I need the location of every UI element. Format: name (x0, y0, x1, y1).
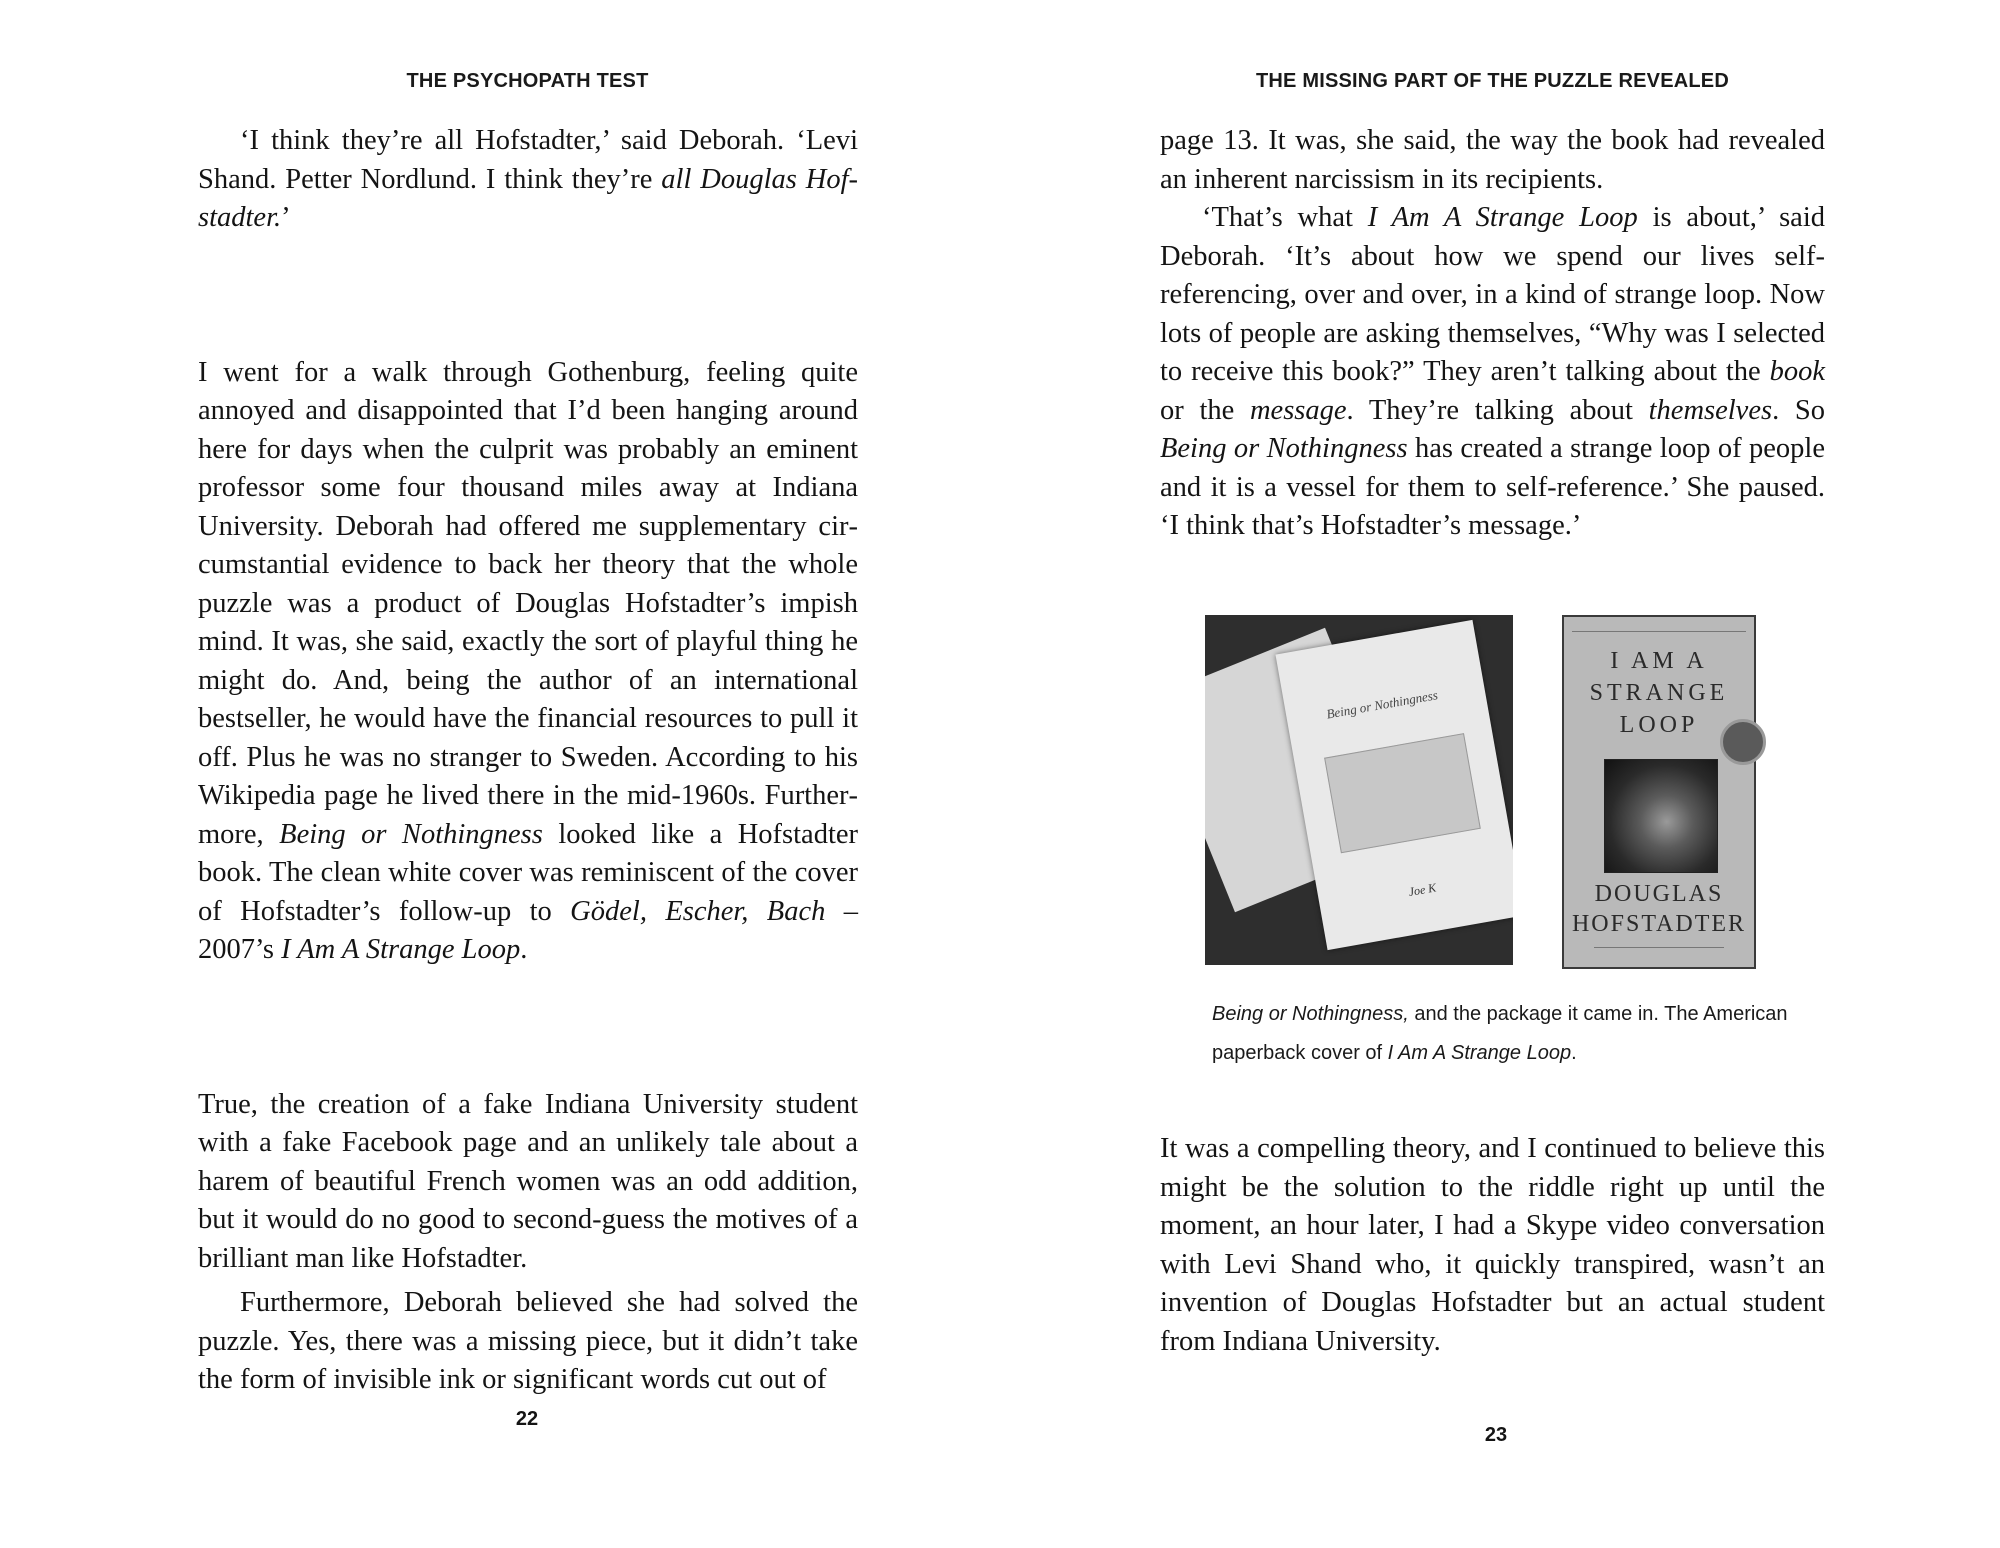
italic-run: Being or Nothingness, (1212, 1003, 1409, 1025)
paragraph: True, the creation of a fake Indiana University student with a fake Facebook page and an unlikely tale about a harem of beautiful French women was an odd addition, but it would do no good to second-guess the motives of a brilliant man like Hofstadter. (198, 1088, 858, 1274)
cover-author-line: DOUGLAS (1594, 881, 1724, 907)
italic-run: themselves (1648, 394, 1773, 426)
paragraph (198, 354, 858, 970)
book-being-or-nothingness (1275, 620, 1513, 950)
paragraph (1160, 199, 1825, 546)
figure-caption (1212, 995, 1812, 1073)
text-run: ‘I think they’re all Hofstadter,’ said Deborah. ‘Levi Shand. Petter Nordlund. I think they’re (198, 125, 858, 195)
right-page (1000, 0, 2000, 1548)
section-break (198, 238, 858, 354)
cover-author-line: HOFSTADTER (1571, 911, 1747, 937)
drawing-hands-illustration (1324, 733, 1481, 853)
cover-author (1564, 879, 1754, 939)
section-break (198, 970, 858, 1086)
italic-run: I Am A Strange Loop (1387, 1042, 1572, 1064)
text-run: has created a strange loop of people and it is a vessel for them to self-reference.’ She paused. ‘I think that’s Hofstadter’s message.’ (1160, 433, 1825, 541)
running-head: THE MISSING PART OF THE PUZZLE REVEALED (1255, 70, 1729, 92)
cover-title-line: STRANGE (1589, 680, 1729, 706)
award-seal-icon (1720, 719, 1766, 765)
text-run: ’ (281, 202, 291, 233)
italic-run: Being or Nothingness (1160, 433, 1408, 464)
page-number: 22 (515, 1408, 539, 1430)
text-run: ‘That’s what (1202, 202, 1368, 233)
book-package-photo (1205, 615, 1513, 965)
text-run: . They’re talking about (1346, 394, 1649, 426)
italic-run: message (1249, 394, 1347, 426)
text-run: . (1571, 1042, 1577, 1064)
paragraph: Furthermore, Deborah believed she had solved the puzzle. Yes, there was a missing piece, but it didn’t take the form of invisible ink or significant words cut out of (198, 1287, 858, 1395)
cover-spiral-image (1604, 759, 1718, 873)
left-text-block (198, 122, 858, 1400)
page-number: 23 (1484, 1424, 1508, 1446)
cover-tagline-line (1594, 947, 1724, 954)
paragraph (198, 122, 858, 238)
strange-loop-cover (1562, 615, 1756, 969)
figure (1205, 615, 1780, 975)
text-run: looked like a Hofstadter book. The clean white cover was reminiscent of the cover of Hofstadter’s follow-up to (198, 818, 859, 927)
text-run: and the package it came in. The American paperback cover of (1212, 1003, 1788, 1064)
photo-book-author: Joe K (1407, 880, 1438, 900)
paragraph: page 13. It was, she said, the way the book had revealed an inherent narcissism in its recipients. (1160, 125, 1825, 195)
paragraph: It was a compelling theory, and I continued to believe this might be the solution to the riddle right up until the moment, an hour later, I had a Skype video conversation with Levi Shand who, it quickly transpired, wasn’t an invention of Douglas Hofstadter but an actual student from Indiana University. (1160, 1133, 1825, 1357)
cover-blurb-line (1572, 621, 1746, 632)
running-head: THE PSYCHOPATH TEST (406, 70, 649, 92)
text-run: I went for a walk through Gothenburg, feeling quite annoyed and disappointed that I’d been hanging around here for days when the culprit was probably an eminent professor some four thousand miles away at Indiana University. Deborah had offered me supplementary circumstantial evidence to back her theory that the whole puzzle was a product of Douglas Hofstadter’s impish mind. It was, she said, exactly the sort of playful thing he might do. And, being the author of an international bestseller, he would have the financial resources to pull it off. Plus he was no stranger to Sweden. According to his Wikipedia page he lived there in the mid-1960s. Furthermore, (198, 356, 858, 850)
cover-title-line: I AM A (1610, 648, 1708, 674)
text-run: . (520, 934, 528, 965)
text-run: or the (1160, 394, 1250, 426)
italic-run: I Am A Strange Loop (1367, 202, 1638, 233)
italic-run: book (1769, 356, 1825, 387)
italic-run: Gödel, Escher, Bach (570, 895, 826, 927)
italic-run: Being or Nothingness (279, 818, 543, 850)
text-run: . So (1772, 394, 1826, 426)
italic-run: I Am A Strange Loop (281, 934, 521, 965)
right-text-block-lower (1160, 1130, 1825, 1361)
cover-title-line: LOOP (1619, 712, 1699, 738)
photo-book-title: Being or Nothingness (1325, 687, 1439, 722)
right-text-block (1160, 122, 1825, 546)
text-run: is about,’ said Deborah. ‘It’s about how we spend our lives self-referencing, over and over, in a kind of strange loop. Now lots of people are asking themselves, “Why was I selected to receive this book?” They aren’t talking about the (1160, 202, 1825, 387)
italic-run: all Douglas Hofstadter. (198, 163, 858, 233)
text-run: – 2007’s (198, 895, 858, 965)
